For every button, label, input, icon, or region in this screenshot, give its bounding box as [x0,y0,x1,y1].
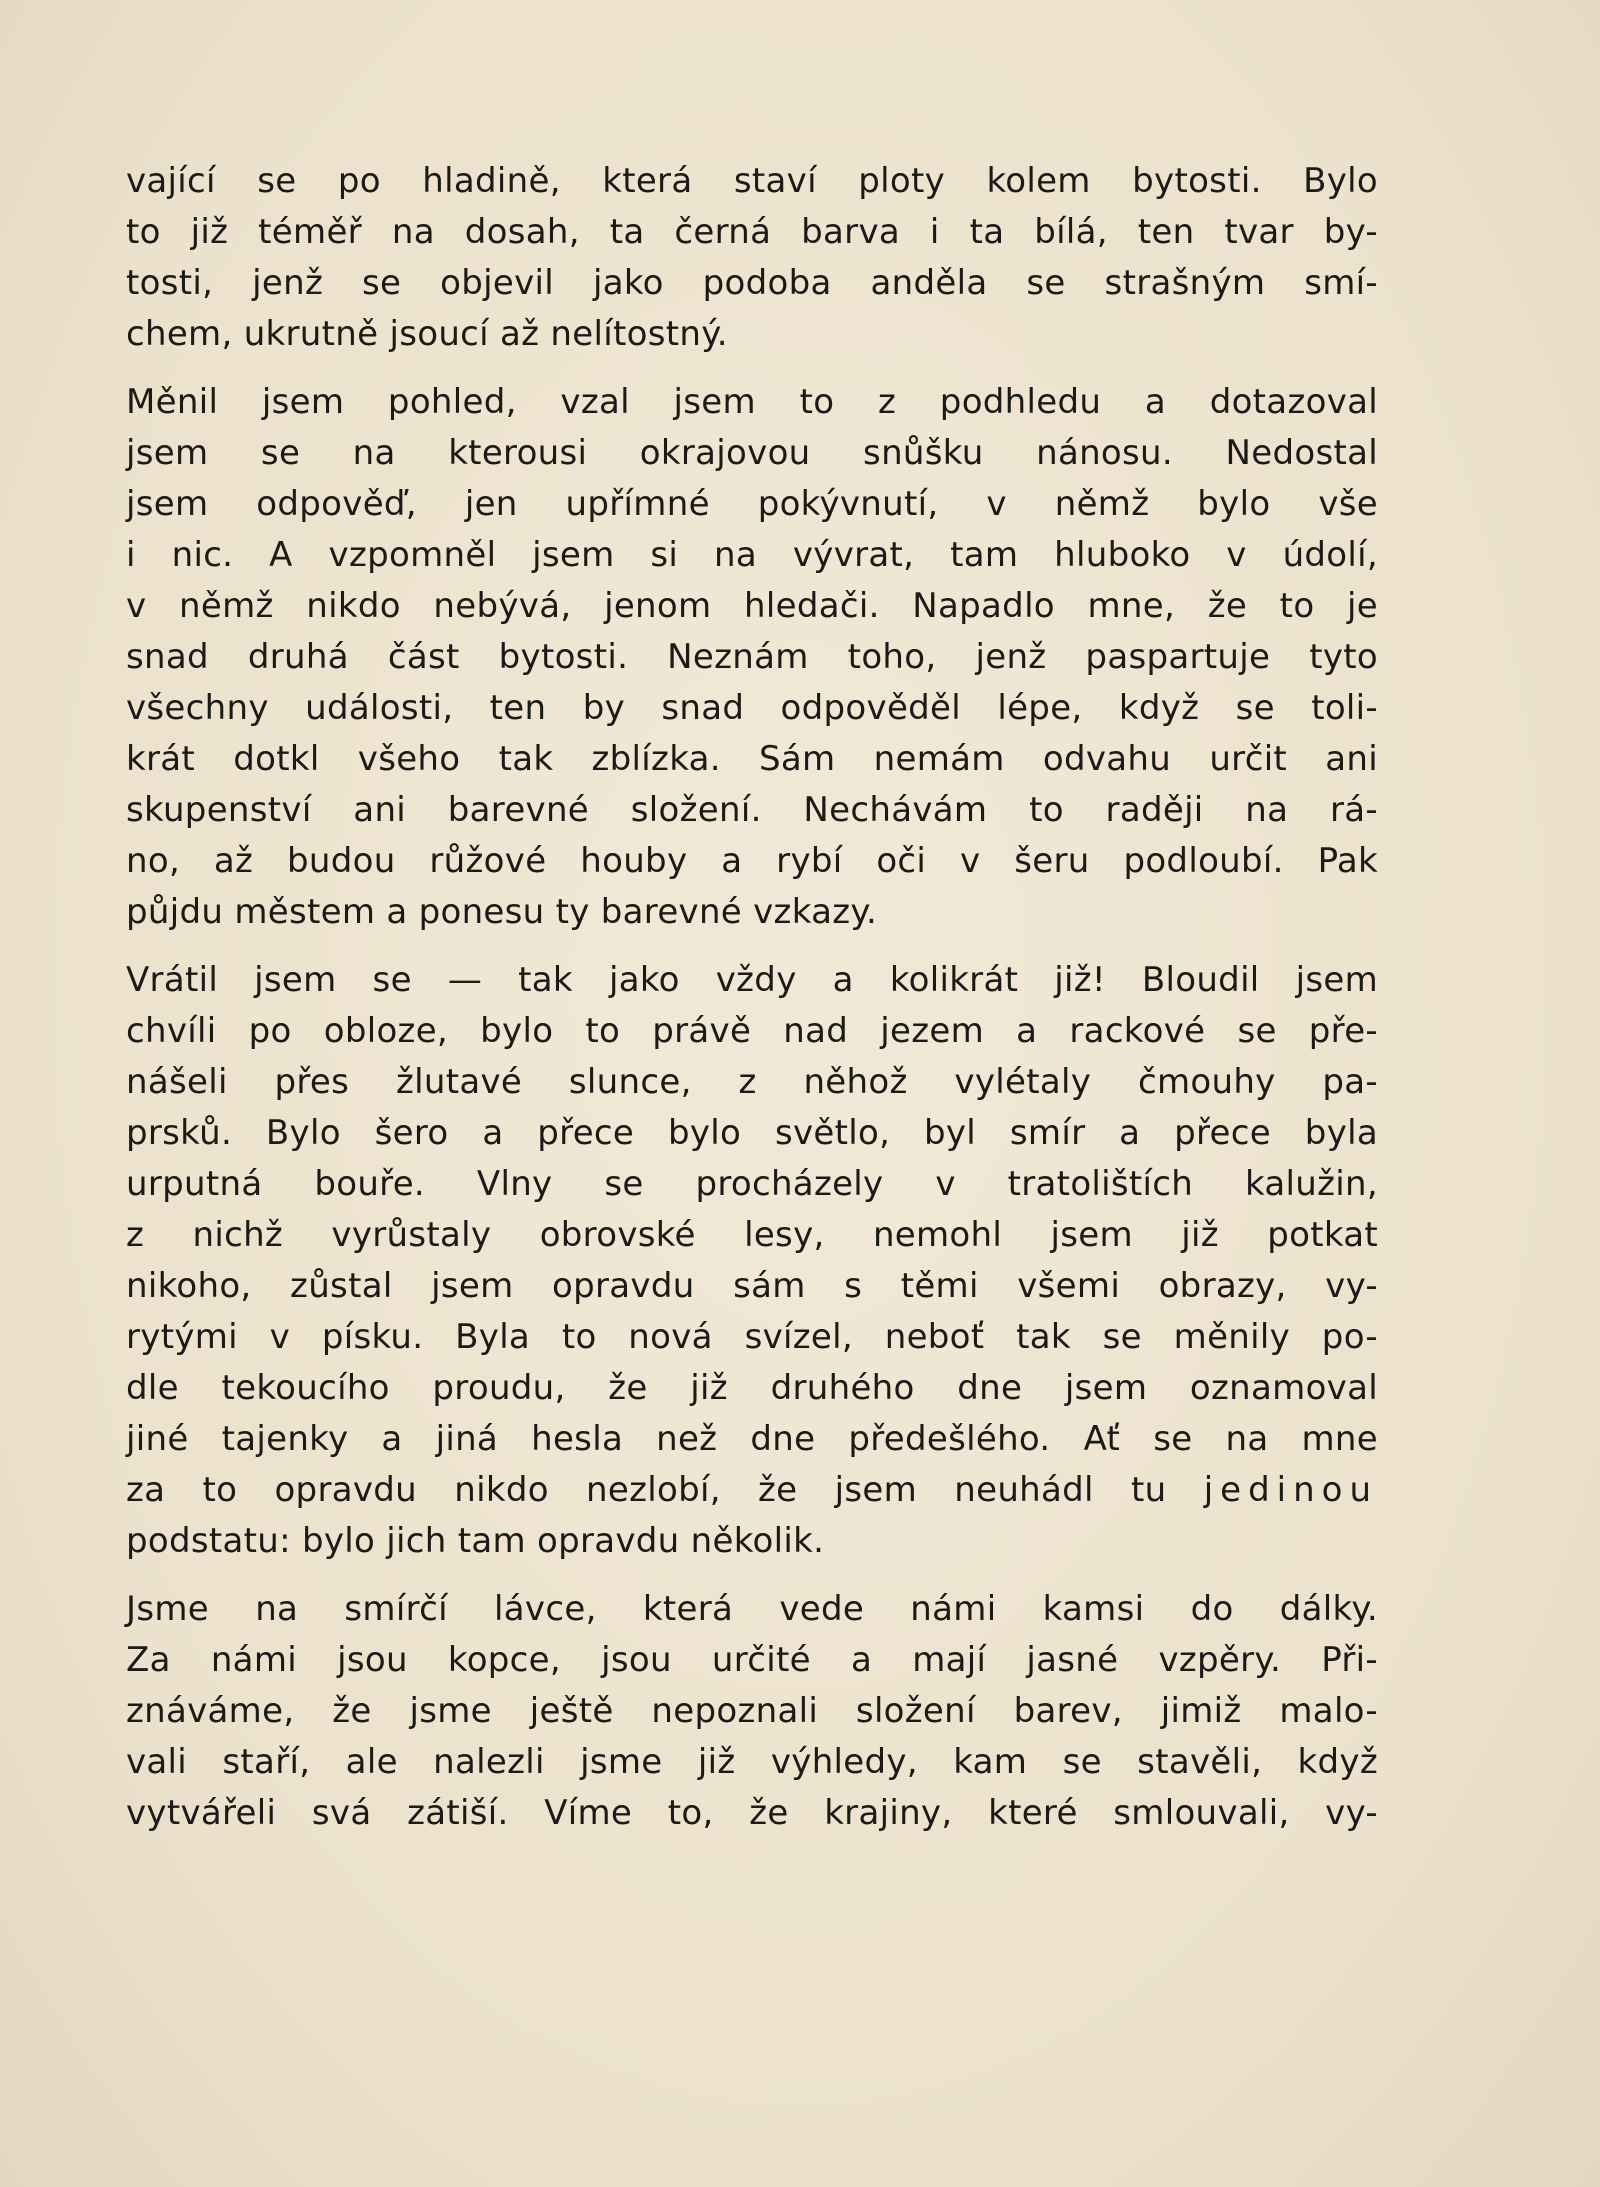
line-text: za to opravdu nikdo nezlobí, že jsem neuhádl tu [126,1470,1204,1510]
text-line: Měnil jsem pohled, vzal jsem to z podhledu a dotazoval [126,382,1378,422]
text-line: dle tekoucího proudu, že již druhého dne jsem oznamoval [126,1368,1378,1408]
text-line [126,1465,1378,1516]
text-line: rytými v písku. Byla to nová svízel, neboť tak se měnily po- [126,1317,1378,1357]
paragraph-3 [126,955,1378,1567]
text-line: i nic. A vzpomněl jsem si na vývrat, tam hluboko v údolí, [126,535,1378,575]
text-line: urputná bouře. Vlny se procházely v tratolištích kalužin, [126,1164,1378,1204]
text-line: Za námi jsou kopce, jsou určité a mají jasné vzpěry. Při- [126,1640,1378,1680]
text-line: vytvářeli svá zátiší. Víme to, že krajiny, které smlouvali, vy- [126,1793,1378,1833]
text-line: půjdu městem a ponesu ty barevné vzkazy. [126,892,878,932]
text-line: podstatu: bylo jich tam opravdu několik. [126,1521,825,1561]
text-line: jsem odpověď, jen upřímné pokývnutí, v němž bylo vše [126,484,1378,524]
text-line: to již téměř na dosah, ta černá barva i ta bílá, ten tvar by- [126,212,1378,252]
text-line: krát dotkl všeho tak zblízka. Sám nemám odvahu určit ani [126,739,1378,779]
text-line: Jsme na smírčí lávce, která vede námi kamsi do dálky. [126,1589,1378,1629]
text-line: znáváme, že jsme ještě nepoznali složení barev, jimiž malo- [126,1691,1378,1731]
paragraph-1 [126,156,1378,360]
spaced-emphasis-word: jedinou [1203,1470,1378,1510]
text-line: tosti, jenž se objevil jako podoba anděla se strašným smí- [126,263,1378,303]
text-line: snad druhá část bytosti. Neznám toho, jenž paspartuje tyto [126,637,1378,677]
text-line: jsem se na kterousi okrajovou snůšku nánosu. Nedostal [126,433,1378,473]
text-line: skupenství ani barevné složení. Nechávám to raději na rá- [126,790,1378,830]
page-text [126,156,1378,1856]
text-line: no, až budou růžové houby a rybí oči v šeru podloubí. Pak [126,841,1378,881]
text-line: prsků. Bylo šero a přece bylo světlo, byl smír a přece byla [126,1113,1378,1153]
text-line: nikoho, zůstal jsem opravdu sám s těmi všemi obrazy, vy- [126,1266,1378,1306]
text-line: vající se po hladině, která staví ploty kolem bytosti. Bylo [126,161,1378,201]
text-line: v němž nikdo nebývá, jenom hledači. Napadlo mne, že to je [126,586,1378,626]
text-line: Vrátil jsem se — tak jako vždy a kolikrát již! Bloudil jsem [126,960,1378,1000]
text-line: nášeli přes žlutavé slunce, z něhož vylétaly čmouhy pa- [126,1062,1378,1102]
paragraph-2 [126,377,1378,938]
text-line: z nichž vyrůstaly obrovské lesy, nemohl jsem již potkat [126,1215,1378,1255]
text-line: chvíli po obloze, bylo to právě nad jezem a rackové se pře- [126,1011,1378,1051]
paragraph-4 [126,1584,1378,1839]
text-line: všechny události, ten by snad odpověděl lépe, když se toli- [126,688,1378,728]
text-line: vali staří, ale nalezli jsme již výhledy, kam se stavěli, když [126,1742,1378,1782]
text-line: chem, ukrutně jsoucí až nelítostný. [126,314,728,354]
text-line: jiné tajenky a jiná hesla než dne předešlého. Ať se na mne [126,1419,1378,1459]
